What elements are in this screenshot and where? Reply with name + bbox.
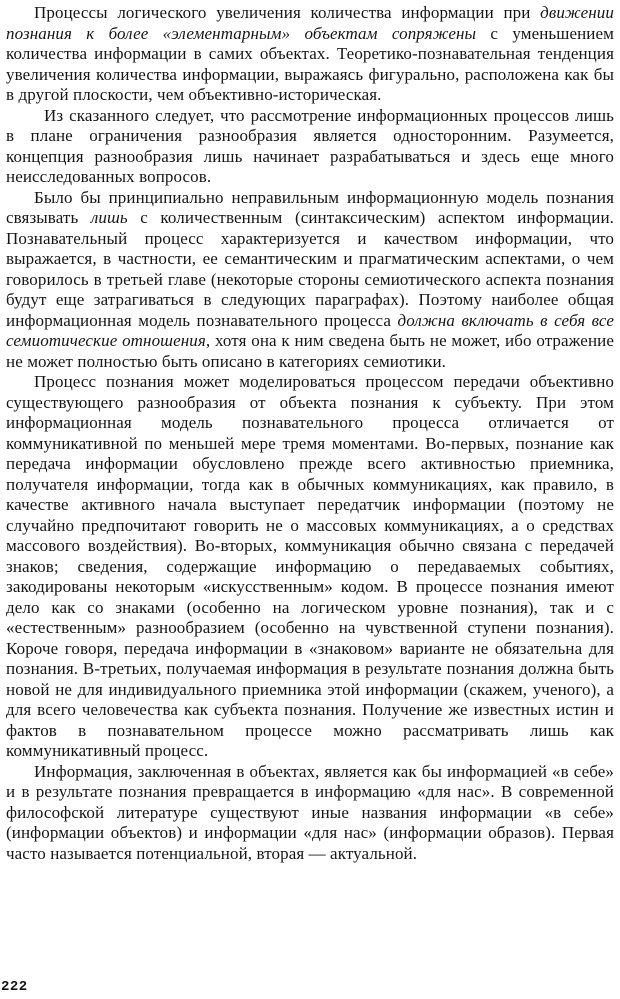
paragraph-1 bbox=[6, 3, 614, 106]
paragraph-4-text: Процесс познания может моделироваться процессом передачи объективно существующего разнообразия от объекта познания к субъекту. При этом информационная модель познавательного процесса отличается от коммуникативной по меньшей мере тремя моментами. Во-первых, познание как передача информации обусловлено прежде всего активностью приемника, получателя информации, тогда как в обычных коммуникациях, как правило, в качестве активного начала выступает передатчик информации (поэтому не случайно предпочитают говорить не о массовых коммуникациях, а о средствах массового воздействия). Во-вторых, коммуникация обычно связана с передачей знаков; сведения, содержащие информацию о передаваемых событиях, закодированы некоторым «искусственным» кодом. В процессе познания имеют дело как со знаками (особенно на логическом уровне познания), так и с «естественным» разнообразием (особенно на чувственной ступени познания). Короче говоря, передача информации в «знаковом» варианте не обязательна для познания. В-третьих, получаемая информация в результате познания должна быть новой не для индивидуального приемника этой информации (скажем, ученого), а для всего человечества как субъекта познания. Получение же известных истин и фактов в познавательном процессе можно рассматривать лишь как коммуникативный процесс. bbox=[6, 372, 614, 760]
paragraph-5-text: Информация, заключенная в объектах, является как бы информацией «в себе» и в результате познания превращается в информацию «для нас». В современной философской литературе существуют иные названия информации «в себе» (информации объектов) и информации «для нас» (информации образов). Первая часто называется потенциальной, вторая — актуальной. bbox=[6, 761, 614, 863]
paragraph-3-text-a: Было бы принципиально неправильным информационную модель познания связывать bbox=[6, 187, 614, 227]
paragraph-3-text-b: с количественным (синтаксическим) аспектом информации. Познавательный процесс характеризуется и качеством информации, что выражается, в частности, ее семантическим и прагматическим аспектами, о чем говорилось в третьей главе (некоторые стороны семиотического аспекта познания будут еще затрагиваться в следующих параграфах). Поэтому наиболее общая информационная модель познавательного процесса bbox=[6, 208, 614, 330]
paragraph-2-text: Из сказанного следует, что рассмотрение информационных процессов лишь в плане ограничения разнообразия является односторонним. Разумеется, концепция разнообразия лишь начинает разрабатываться и здесь еще много неисследованных вопросов. bbox=[6, 105, 614, 186]
paragraph-3-text-c: , хотя она к ним сведена быть не может, ибо отражение не может полностью быть описано в категориях семиотики. bbox=[6, 331, 614, 371]
body-text bbox=[6, 3, 614, 864]
paragraph-1-italic-text: движении познания к более «элементарным» объектам сопряжены bbox=[6, 3, 614, 43]
paragraph-1-text-b: с уменьшением количества информации в самих объектах. Теоретико-познавательная тенденция увеличения количества информации, выражаясь фигурально, расположена как бы в другой плоскости, чем объективно-историческая. bbox=[6, 23, 615, 104]
paragraph-3-italic-phrase: должна включать в себя все семиотические отношения bbox=[6, 310, 615, 350]
paragraph-1-text-a: Процессы логического увеличения количества информации при bbox=[34, 3, 541, 22]
paragraph-4 bbox=[6, 372, 614, 762]
page-number: 222 bbox=[1, 979, 28, 995]
paragraph-3-italic-word: лишь bbox=[90, 208, 128, 227]
paragraph-2 bbox=[6, 106, 614, 188]
paragraph-5 bbox=[6, 762, 614, 865]
paragraph-3 bbox=[6, 188, 614, 373]
